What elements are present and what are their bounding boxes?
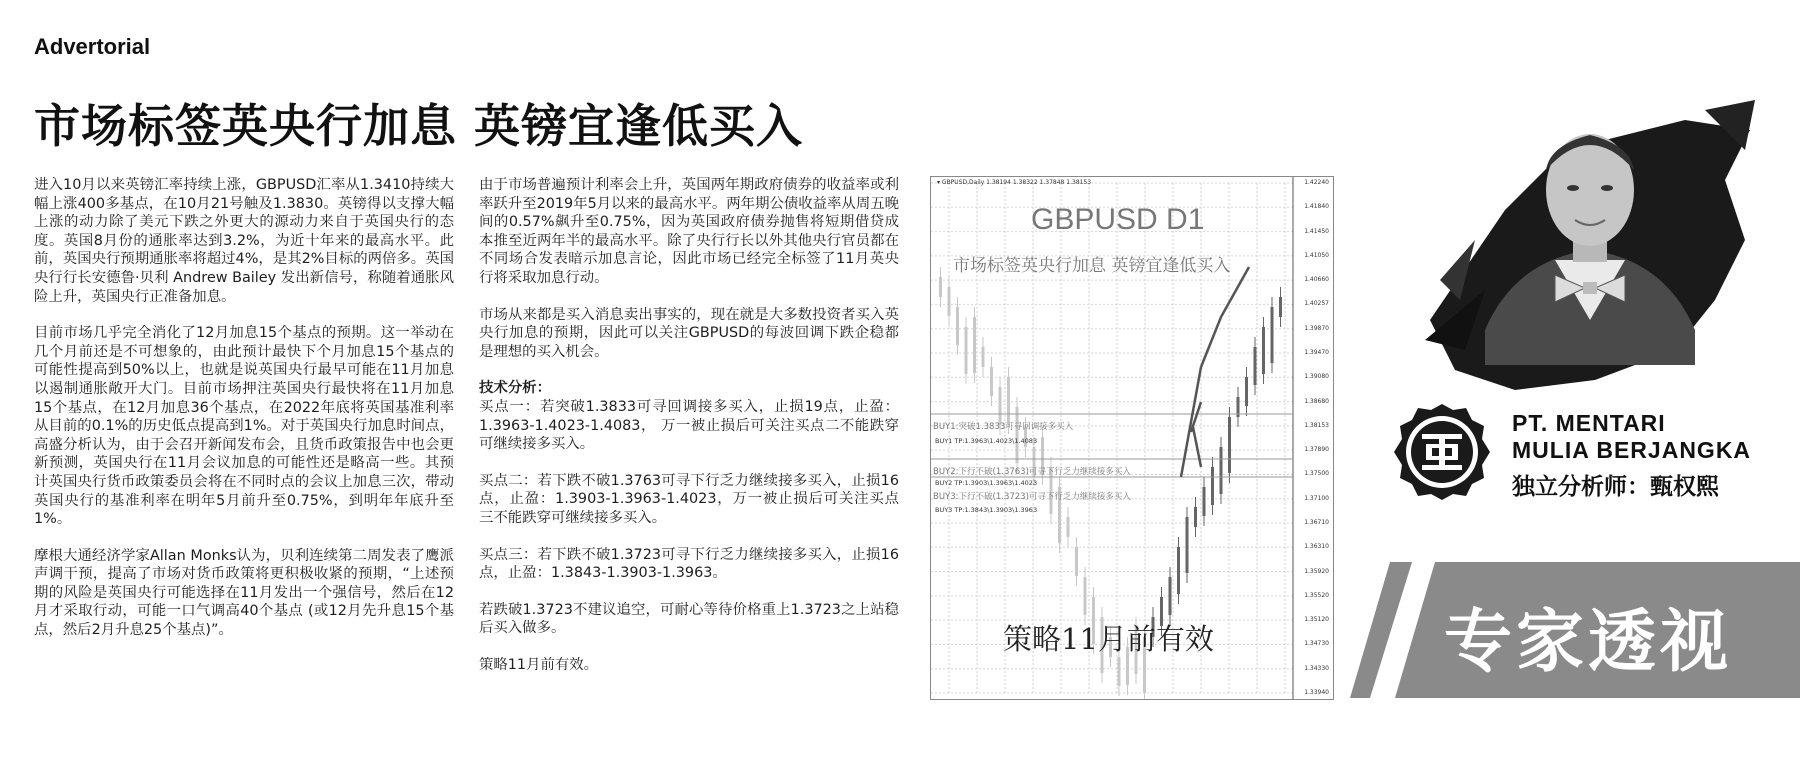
chart-subtitle: 市场标签英央行加息 英镑宜逢低买入 xyxy=(953,256,1231,276)
price-tick-label: 1.38680 xyxy=(1304,397,1329,405)
chart-symbol-header: ▾ GBPUSD,Daily 1.38194 1.38322 1.37848 1.38153 xyxy=(937,179,1092,186)
chart-title: GBPUSD D1 xyxy=(1031,203,1205,236)
advertorial-label: Advertorial xyxy=(34,34,151,59)
technical-analysis-heading: 技术分析： xyxy=(479,380,551,397)
buy-point-3: 买点三：若下跌不破1.3723可寻下行乏力继续接多买入，止损16点，止盈：1.3843-1.3903-1.3963。 xyxy=(479,546,899,582)
analyst-name: 独立分析师：甄权熙 xyxy=(1512,474,1719,500)
company-name-line1: PT. MENTARI xyxy=(1512,410,1666,436)
buy2-label: BUY2:下行不破(1.3763)可寻下行乏力继续接多买入 xyxy=(933,467,1131,477)
price-tick-label: 1.41840 xyxy=(1304,203,1329,211)
paragraph: 进入10月以来英镑汇率持续上涨，GBPUSD汇率从1.3410持续大幅上涨400多基点，在10月21号触及1.3830。英镑得以支撑大幅上涨的动力除了美元下跌之外更大的源动力来自于英国央行的态度。英国8月份的通胀率达到3.2%，为近十年来的最高水平。此前，英国央行预期通胀率将超过4%，是其2%目标的两倍多。英国央行行长安德鲁·贝利 Andrew Bailey 发出新信号，称随着通胀风险上升，英国央行正准备加息。 xyxy=(34,177,454,305)
expert-insight-banner: 专家透视 xyxy=(1444,603,1733,682)
price-tick-label: 1.40660 xyxy=(1304,276,1329,284)
price-tick-label: 1.34330 xyxy=(1304,664,1329,672)
direction-arrow xyxy=(1201,317,1221,367)
gbpusd-chart xyxy=(930,176,1334,700)
price-tick-label: 1.40257 xyxy=(1304,300,1329,308)
price-tick-label: 1.41450 xyxy=(1304,227,1329,235)
price-tick-label: 1.37100 xyxy=(1304,494,1329,502)
price-tick-label: 1.35920 xyxy=(1304,567,1329,575)
article-headline: 市场标签英央行加息 英镑宜逢低买入 xyxy=(34,99,804,153)
price-tick-label: 1.42240 xyxy=(1304,179,1329,186)
chart-footer: 策略11月前有效 xyxy=(1003,622,1214,656)
analyst-portrait xyxy=(1425,90,1755,390)
paragraph: 摩根大通经济学家Allan Monks认为，贝利连续第二周发表了鹰派声调干预，提高了市场对货币政策将更积极收紧的预期，“上述预期的风险是英国央行可能选择在11月发出一个强信号，然后在12月才采取行动，可能一口气调高40个基点 (或12月先升息15个基点，然后2月升息25个基点)”。 xyxy=(34,547,454,639)
direction-arrow xyxy=(1181,367,1201,477)
paragraph: 由于市场普遍预计利率会上升，英国两年期政府债券的收益率或利率跃升至2019年5月以来的最高水平。两年期公债收益率从周五晚间的0.57%飙升至0.75%，因为英国政府债券抛售将短期借贷成本推至近两年半的最高水平。除了央行行长以外其他央行官员都在不同场合发表暗示加息言论，因此市场已经完全标签了11月英央行将采取加息行动。 xyxy=(479,177,899,286)
buy3-label: BUY3:下行不破(1.3723)可寻下行乏力继续接多买入 xyxy=(933,492,1131,502)
paragraph: 策略11月前有效。 xyxy=(479,656,599,673)
price-tick-label: 1.39080 xyxy=(1304,373,1329,381)
article-column-1 xyxy=(34,176,454,658)
company-name-line2: MULIA BERJANGKA xyxy=(1512,437,1752,463)
price-tick-label: 1.36710 xyxy=(1304,519,1329,526)
direction-arrow xyxy=(1193,427,1201,467)
price-tick-label: 1.37500 xyxy=(1304,470,1329,478)
price-tick-label: 1.35520 xyxy=(1304,591,1329,599)
paragraph: 若跌破1.3723不建议追空，可耐心等待价格重上1.3723之上站稳后买入做多。 xyxy=(479,601,899,637)
buy3-tp-label: BUY3 TP:1.3843\1.3903\1.3963 xyxy=(935,506,1038,514)
company-name xyxy=(1512,410,1751,464)
price-tick-label: 1.41050 xyxy=(1304,251,1329,259)
price-tick-label: 1.39470 xyxy=(1304,349,1329,356)
price-tick-label: 1.36310 xyxy=(1304,543,1329,551)
article-column-2 xyxy=(479,176,899,692)
buy-point-2: 买点二：若下跌不破1.3763可寻下行乏力继续接多买入，止损16点，止盈：1.3903-1.3963-1.4023，万一被止损后可关注买点三不能跌穿可继续接多买入。 xyxy=(479,472,899,526)
buy1-label: BUY1:突破1.3833可寻回调接多买入 xyxy=(933,422,1074,432)
price-tick-label: 1.38153 xyxy=(1304,421,1329,429)
portrait-image xyxy=(1425,90,1755,390)
price-tick-label: 1.33940 xyxy=(1304,689,1329,696)
company-logo-icon xyxy=(1392,402,1492,502)
buy-point-1: 买点一：若突破1.3833可寻回调接多买入，止损19点，止盈：1.3963-1.4023-1.4083， 万一被止损后可关注买点二不能跌穿可继续接多买入。 xyxy=(479,398,899,453)
paragraph: 目前市场几乎完全消化了12月加息15个基点的预期。这一举动在几个月前还是不可想象的，由此预计最快下个月加息15个基点的可能性提高到50%以上，也就是说英国央行最早可能在11月加息以遏制通胀敞开大门。目前市场押注英国央行最快将在11月加息15个基点，在12月加息36个基点，在2022年底将英国基准利率从目前的0.1%的历史低点提高到1%。对于英国央行加息时间点，高盛分析认为，由于会召开新闻发布会，且货币政策报告中也会更新预测，英国央行在11月会议加息的可能性还是略高一些。其预计英国央行货币政策委员会将在不同时点的会议上加息三次，带动英国央行的基准利率在明年5月前升至0.75%，到明年年底升至1%。 xyxy=(34,325,454,528)
price-tick-label: 1.35120 xyxy=(1304,616,1329,624)
price-tick-label: 1.37890 xyxy=(1304,446,1329,454)
price-tick-label: 1.39870 xyxy=(1304,324,1329,332)
paragraph: 市场从来都是买入消息卖出事实的，现在就是大多数投资者买入英央行加息的预期，因此可以关注GBPUSD的每波回调下跌企稳都是理想的买入机会。 xyxy=(479,306,899,360)
price-tick-label: 1.34730 xyxy=(1304,640,1329,648)
buy1-tp-label: BUY1 TP:1.3963\1.4023\1.4083 xyxy=(935,437,1038,445)
buy2-tp-label: BUY2 TP:1.3903\1.3963\1.4023 xyxy=(935,479,1038,487)
